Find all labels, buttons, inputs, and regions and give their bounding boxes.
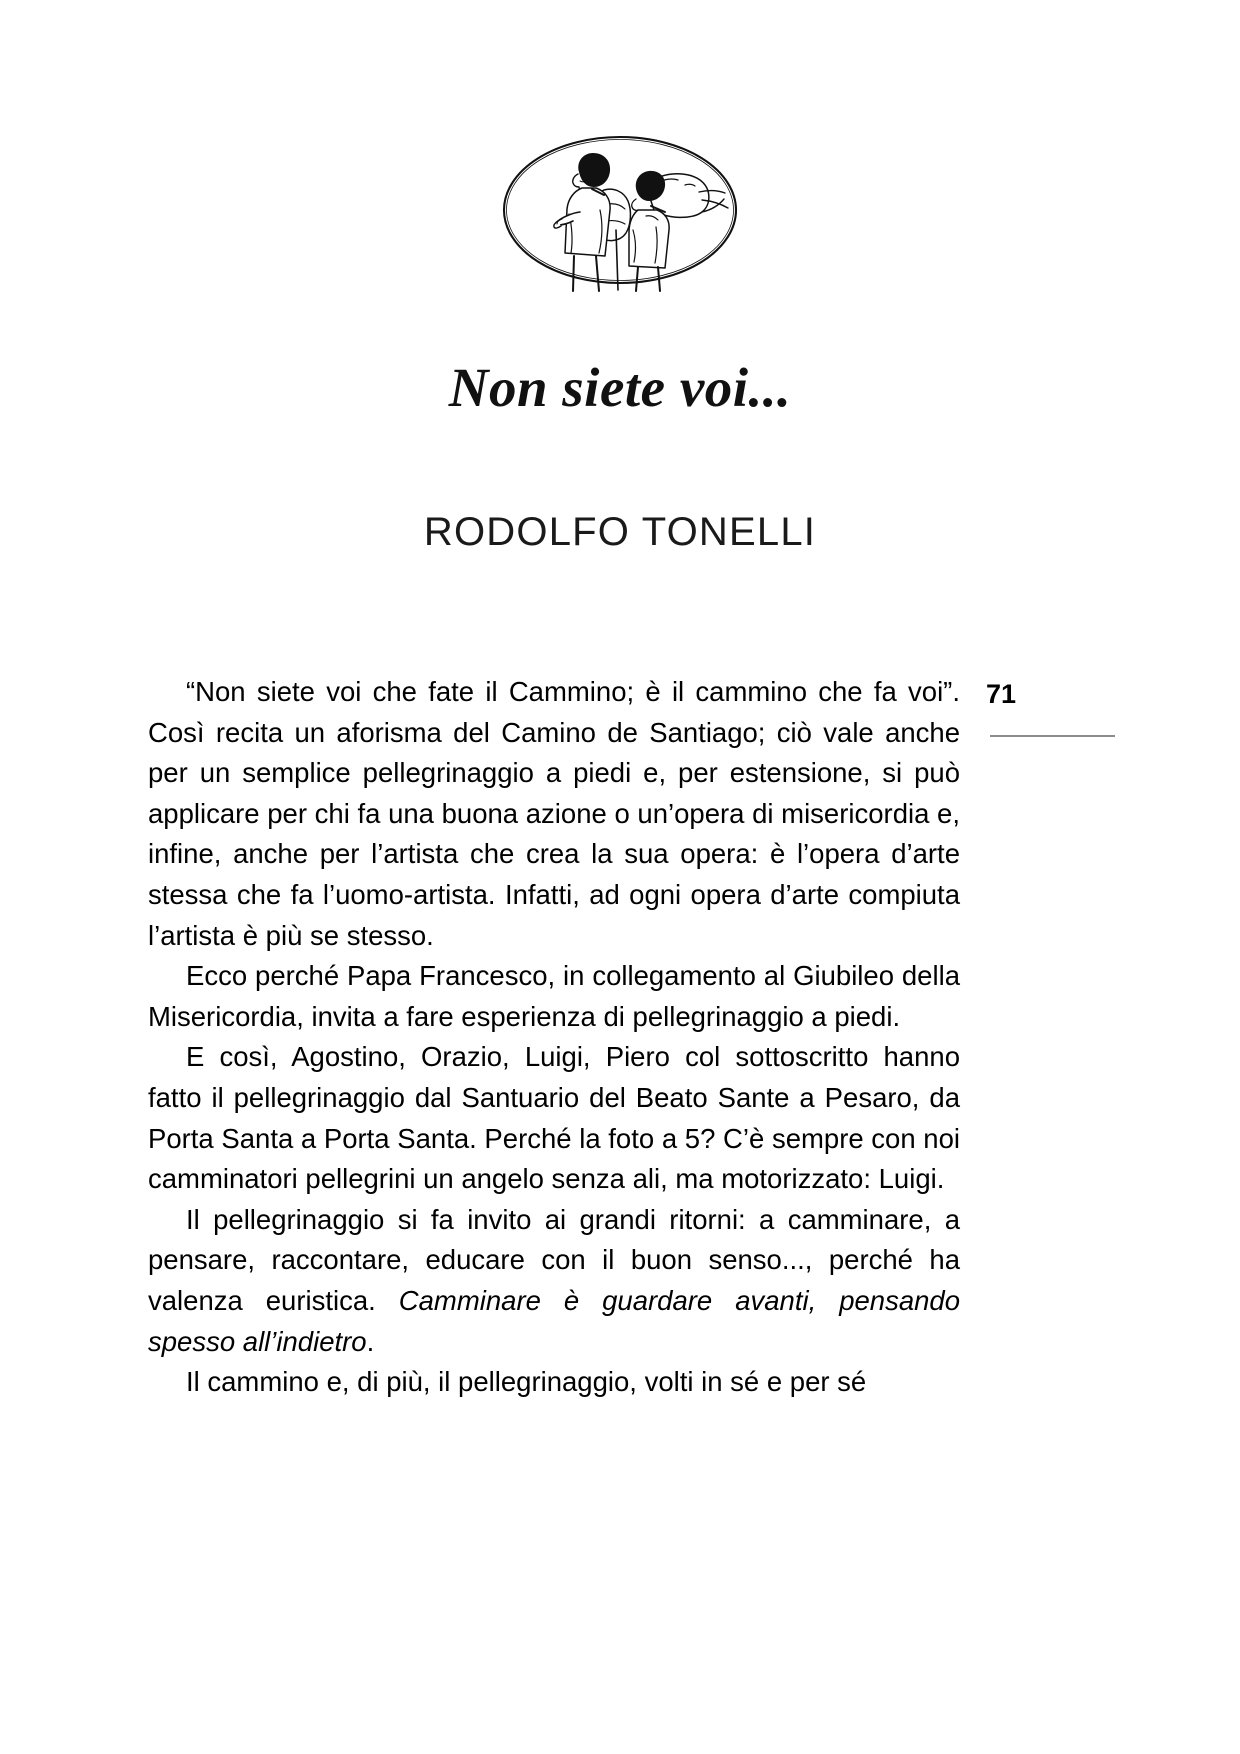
emphasis-text: Camminare è guardare avanti, pensando spesso all’indietro [148, 1284, 961, 1357]
chapter-illustration [0, 126, 1240, 294]
body-paragraph: Ecco perché Papa Francesco, in collegamento al Giubileo della Misericordia, invita a fare esperienza di pellegrinaggio a piedi. [148, 960, 960, 1032]
body-text-column [148, 672, 960, 1403]
author-name: RODOLFO TONELLI [423, 510, 817, 554]
chapter-title: Non siete voi... [448, 357, 792, 418]
page-number-rule [990, 735, 1115, 737]
body-paragraph: Il cammino e, di più, il pellegrinaggio, volti in sé e per sé [186, 1366, 867, 1398]
pilgrims-oval-illustration [496, 126, 744, 294]
body-paragraph: “Non siete voi che fate il Cammino; è il cammino che fa voi”. Così recita un aforisma del Camino de Santiago; ciò vale anche per un semplice pellegrinaggio a piedi e, per estensione, si può applicare per chi fa una buona azione o un’opera di misericordia e, infine, anche per l’artista che crea la sua opera: è l’opera d’arte stessa che fa l’uomo-artista. Infatti, ad ogni opera d’arte compiuta l’artista è più se stesso. [148, 676, 960, 951]
page-number: 71 [986, 679, 1017, 709]
body-paragraph: Il pellegrinaggio si fa invito ai grandi ritorni: a camminare, a pensare, raccontare, educare con il buon senso..., perché ha valenza euristica. Camminare è guardare avanti, pensando spesso all’indietro. [148, 1203, 961, 1357]
body-paragraph: E così, Agostino, Orazio, Luigi, Piero col sottoscritto hanno fatto il pellegrinaggio dal Santuario del Beato Sante a Pesaro, da Porta Santa a Porta Santa. Perché la foto a 5? C’è sempre con noi camminatori pellegrini un angelo senza ali, ma motorizzato: Luigi. [148, 1041, 960, 1195]
